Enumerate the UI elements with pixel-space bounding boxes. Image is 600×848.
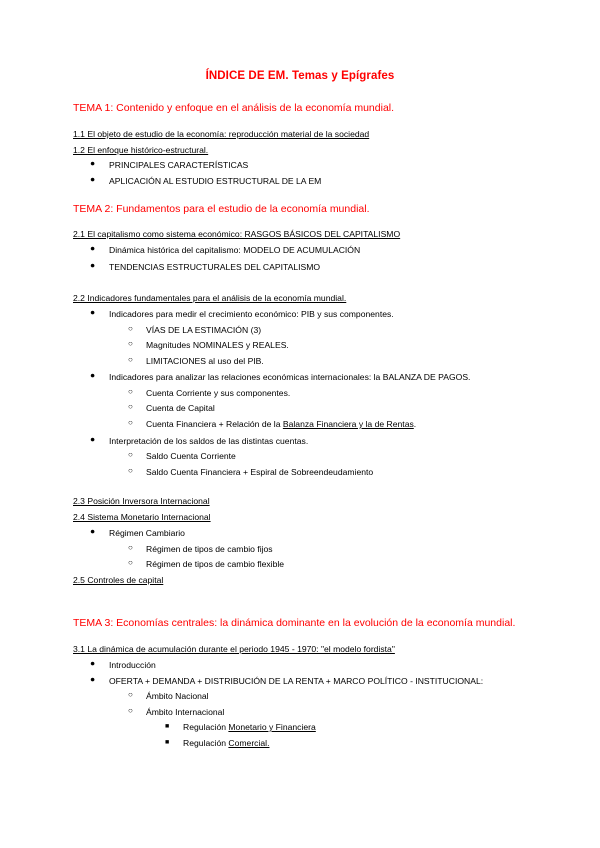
bullet-circle: ○ (128, 706, 133, 715)
section-2-2[interactable]: 2.2 Indicadores fundamentales para el análisis de la economía mundial. (73, 293, 347, 303)
bullet-disc: ● (90, 434, 96, 444)
sub-list-item: Régimen de tipos de cambio flexible (146, 559, 285, 569)
bullet-disc: ● (90, 260, 96, 270)
bullet-disc: ● (90, 658, 96, 668)
bullet-disc: ● (90, 158, 96, 168)
regulacion-comercial-link[interactable]: Comercial. (228, 738, 270, 748)
bullet-circle: ○ (128, 324, 133, 333)
section-2-4[interactable]: 2.4 Sistema Monetario Internacional (73, 512, 211, 522)
sub-list-item: Cuenta de Capital (146, 403, 215, 413)
sub-list-item: VÍAS DE LA ESTIMACIÓN (3) (146, 325, 262, 335)
list-item: OFERTA + DEMANDA + DISTRIBUCIÓN DE LA RENTA + MARCO POLÍTICO - INSTITUCIONAL: (109, 676, 484, 686)
section-1-1[interactable]: 1.1 El objeto de estudio de la economía: reproducción material de la sociedad (73, 129, 370, 139)
regulacion-monetaria-link[interactable]: Monetario y Financiera (228, 722, 316, 732)
list-item: APLICACIÓN AL ESTUDIO ESTRUCTURAL DE LA EM (109, 176, 322, 186)
balanza-financiera-link[interactable]: Balanza Financiera y la de Rentas (282, 419, 414, 429)
bullet-circle: ○ (128, 402, 133, 411)
section-2-3[interactable]: 2.3 Posición Inversora Internacional (73, 496, 210, 506)
bullet-disc: ● (90, 243, 96, 253)
list-item: Introducción (109, 660, 156, 670)
sub-sub-list-item-text: Regulación (183, 722, 229, 732)
tema-2-heading: TEMA 2: Fundamentos para el estudio de la economía mundial. (73, 203, 370, 215)
section-2-5[interactable]: 2.5 Controles de capital (73, 575, 164, 585)
sub-list-item: Régimen de tipos de cambio fijos (146, 544, 273, 554)
sub-list-item-text: Cuenta Financiera + Relación de la (146, 419, 283, 429)
bullet-square: ■ (165, 723, 170, 730)
sub-list-item: Saldo Cuenta Financiera + Espiral de Sobreendeudamiento (146, 467, 374, 477)
bullet-circle: ○ (128, 418, 133, 427)
sub-sub-list-item (183, 722, 316, 732)
document-title: ÍNDICE DE EM. Temas y Epígrafes (205, 70, 395, 82)
bullet-circle: ○ (128, 690, 133, 699)
list-item: Indicadores para medir el crecimiento económico: PIB y sus componentes. (109, 309, 394, 319)
bullet-disc: ● (90, 307, 96, 317)
bullet-disc: ● (90, 674, 96, 684)
section-3-1[interactable]: 3.1 La dinámica de acumulación durante el periodo 1945 - 1970: "el modelo fordista" (73, 644, 395, 654)
tema-1-heading: TEMA 1: Contenido y enfoque en el análisis de la economía mundial. (73, 102, 395, 114)
bullet-disc: ● (90, 174, 96, 184)
list-item: Dinámica histórica del capitalismo: MODELO DE ACUMULACIÓN (109, 245, 361, 255)
section-1-2[interactable]: 1.2 El enfoque histórico-estructural. (73, 145, 209, 155)
list-item: Indicadores para analizar las relaciones económicas internacionales: la BALANZA DE PAGOS. (109, 372, 471, 382)
bullet-circle: ○ (128, 339, 133, 348)
sub-list-item: Magnitudes NOMINALES y REALES. (146, 340, 289, 350)
bullet-circle: ○ (128, 543, 133, 552)
sub-list-item (146, 419, 416, 429)
sub-list-item: Saldo Cuenta Corriente (146, 451, 236, 461)
tema-3-heading: TEMA 3: Economías centrales: la dinámica dominante en la evolución de la economía mundial. (73, 617, 516, 629)
bullet-square: ■ (165, 739, 170, 746)
bullet-disc: ● (90, 526, 96, 536)
bullet-circle: ○ (128, 466, 133, 475)
sub-list-item: Cuenta Corriente y sus componentes. (146, 388, 291, 398)
list-item: TENDENCIAS ESTRUCTURALES DEL CAPITALISMO (109, 262, 321, 272)
list-item: Interpretación de los saldos de las distintas cuentas. (109, 436, 309, 446)
bullet-disc: ● (90, 370, 96, 380)
sub-list-item: Ámbito Internacional (146, 707, 225, 717)
section-2-1[interactable]: 2.1 El capitalismo como sistema económico: RASGOS BÁSICOS DEL CAPITALISMO (73, 229, 401, 239)
sub-sub-list-item-text: Regulación (183, 738, 229, 748)
list-item: Régimen Cambiario (109, 528, 185, 538)
bullet-circle: ○ (128, 355, 133, 364)
sub-sub-list-item (183, 738, 269, 748)
bullet-circle: ○ (128, 387, 133, 396)
sub-list-item: Ámbito Nacional (146, 691, 209, 701)
bullet-circle: ○ (128, 450, 133, 459)
sub-list-item-text: . (413, 419, 417, 429)
list-item: PRINCIPALES CARACTERÍSTICAS (109, 160, 249, 170)
bullet-circle: ○ (128, 558, 133, 567)
sub-list-item: LIMITACIONES al uso del PIB. (146, 356, 264, 366)
